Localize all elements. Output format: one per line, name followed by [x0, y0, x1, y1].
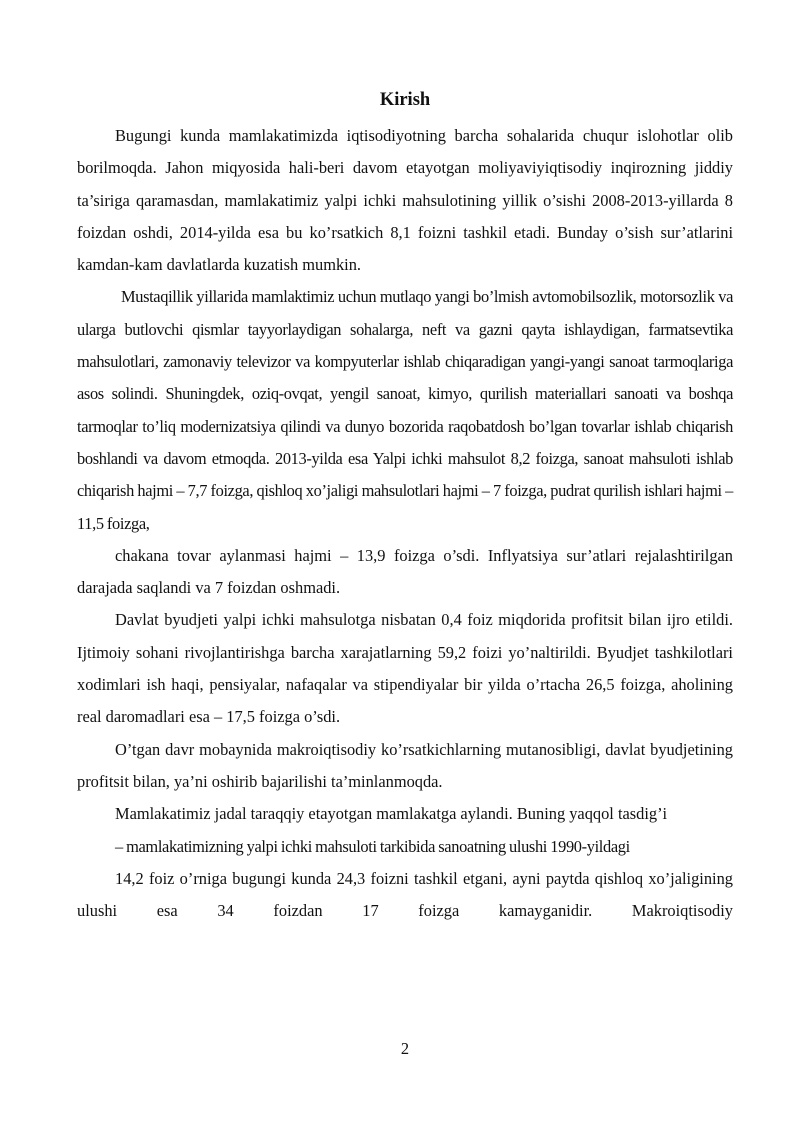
paragraph-state-budget: Davlat byudjeti yalpi ichki mahsulotga nisbatan 0,4 foiz miqdorida profitsit bilan ijro etildi. Ijtimoiy sohani rivojlantirishga barcha xarajatlarning 59,2 foizi yo’naltirildi. Byudjet tashkilotlari xodimlari ish haqi, pensiyalar, nafaqalar va stipendiyalar bir yilda o’rtacha 26,5 foizga, aholining real daromadlari esa – 17,5 foizga o’sdi.: [77, 610, 733, 727]
paragraph-new-industries: Mustaqillik yillarida mamlaktimiz uchun mutlaqo yangi bo’lmish avtomobilsozlik, motorsozlik va ularga butlovchi qismlar tayyorlaydigan sohalarga, neft va gazni qayta ishlaydigan, farmatsevtika mahsulotlari, zamonaviy televizor va kompyuterlar ishlab chiqaradigan yangi-yangi sanoat tarmoqlariga asos solindi. Shuningdek, oziq-ovqat, yengil sanoat, kimyo, qurilish materiallari sanoati va boshqa tarmoqlar to’liq modernizatsiya qilindi va dunyo bozorida raqobatdosh bo’lgan tovarlar ishlab chiqarish boshlandi va davom etmoqda. 2013-yilda esa Yalpi ichki mahsulot 8,2 foizga, sanoat mahsuloti ishlab chiqarish hajmi – 7,7 foizga, qishloq xo’jaligi mahsulotlari hajmi – 7 foizga, pudrat qurilish ishlari hajmi – 11,5 foizga,: [77, 287, 733, 533]
paragraph-agriculture-share: 14,2 foiz o’rniga bugungi kunda 24,3 foizni tashkil etgani, ayni paytda qishloq xo’jaligining ulushi esa 34 foizdan 17 foizga kamayganidir. Makroiqtisodiy: [77, 868, 733, 921]
page-title: Kirish: [379, 90, 431, 110]
paragraph-rapid-development: Mamlakatimiz jadal taraqqiy etayotgan mamlakatga aylandi. Buning yaqqol tasdig’i: [115, 804, 668, 824]
paragraph-industry-share: – mamlakatimizning yalpi ichki mahsuloti tarkibida sanoatning ulushi 1990-yildagi: [115, 836, 630, 856]
paragraph-economic-growth: Bugungi kunda mamlakatimizda iqtisodiyotning barcha sohalarida chuqur islohotlar olib borilmoqda. Jahon miqyosida hali-beri davom etayotgan moliyaviyiqtisodiy inqirozning jiddiy ta’siriga qaramasdan, mamlakatimiz yalpi ichki mahsulotining yillik o’sishi 2008-2013-yillarda 8 foizdan oshdi, 2014-yilda esa bu ko’rsatkich 8,1 foizni tashkil etadi. Bunday o’sish sur’atlarini kamdan-kam davlatlarda kuzatish mumkin.: [77, 126, 733, 275]
paragraph-macroeconomic-balance: O’tgan davr mobaynida makroiqtisodiy ko’rsatkichlarning mutanosibligi, davlat byudjetining profitsit bilan, ya’ni oshirib bajarilishi ta’minlanmoqda.: [77, 739, 733, 791]
document-page: [77, 0, 733, 1131]
document-body: [77, 120, 733, 927]
page-number: 2: [400, 1039, 410, 1058]
paragraph-retail-inflation: chakana tovar aylanmasi hajmi – 13,9 foizga o’sdi. Inflyatsiya sur’atlari rejalashtirilgan darajada saqlandi va 7 foizdan oshmadi.: [77, 545, 733, 598]
